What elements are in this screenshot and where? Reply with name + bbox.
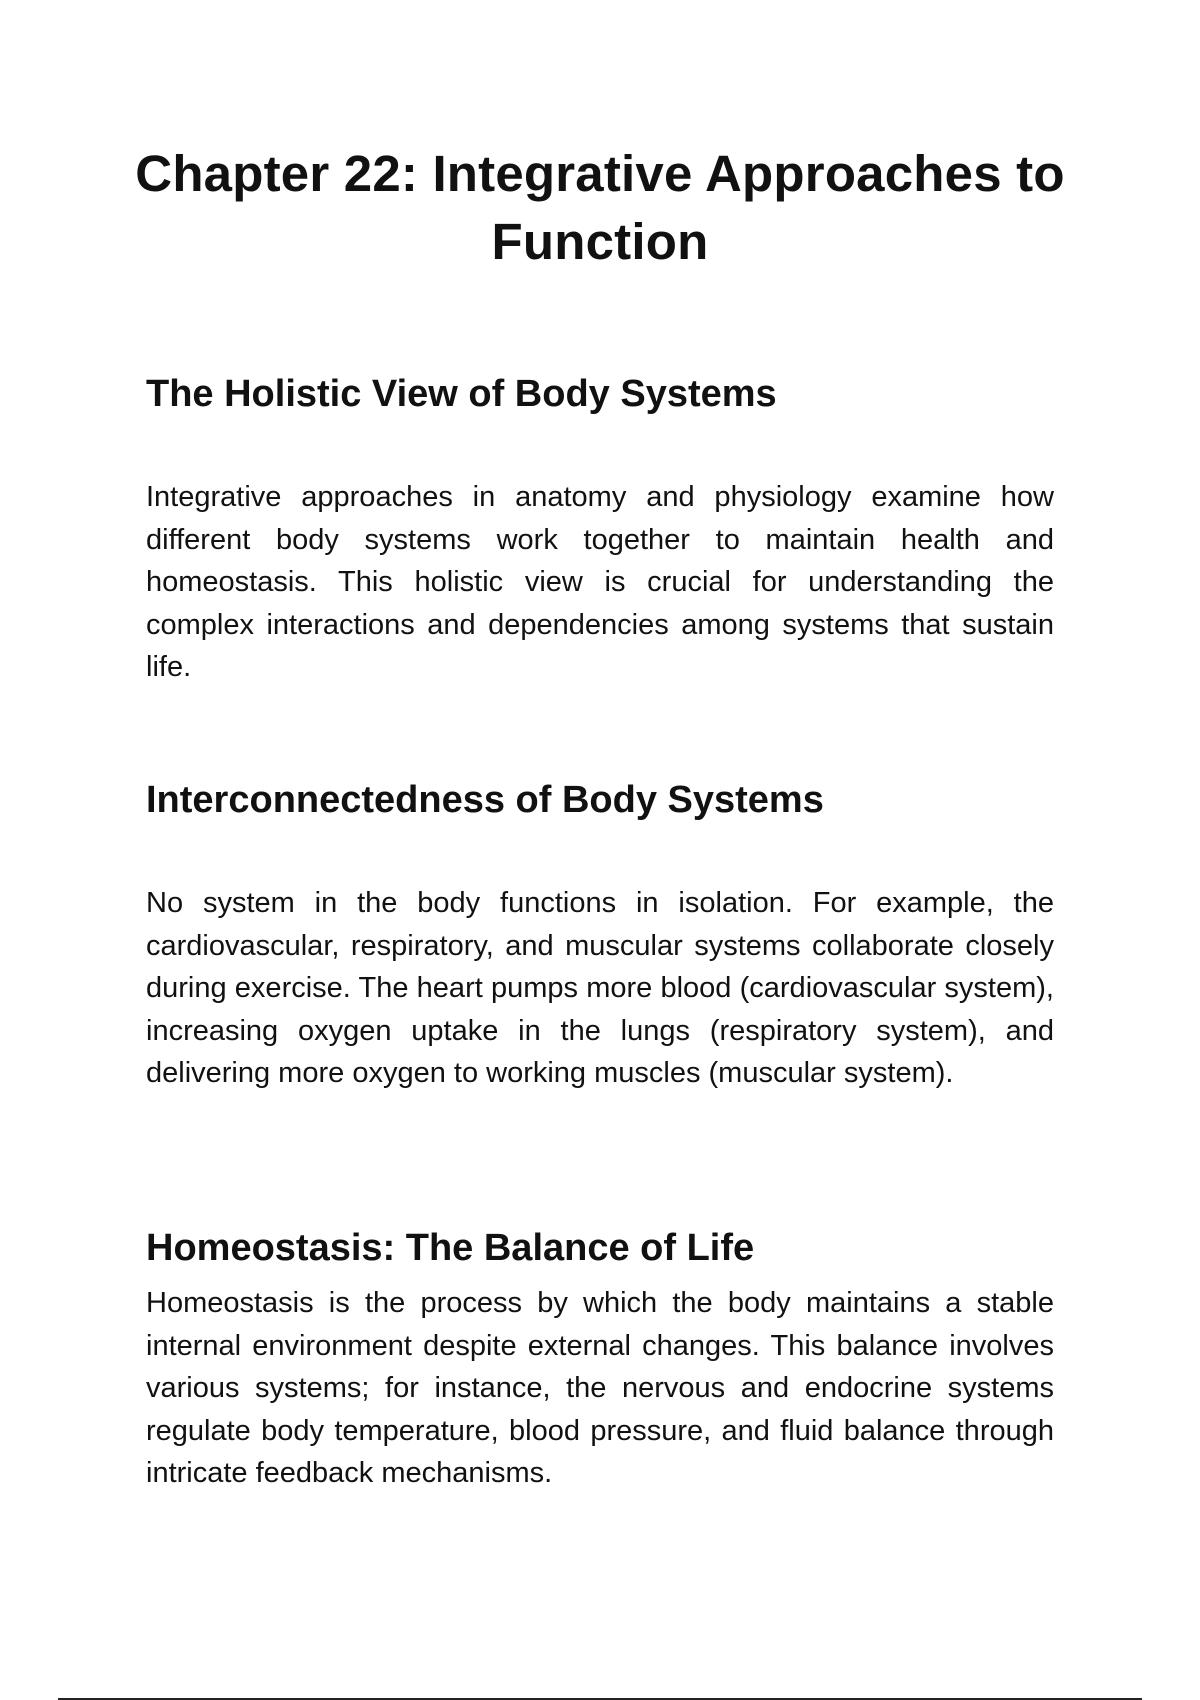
section-interconnectedness — [146, 776, 1054, 1095]
section-heading: The Holistic View of Body Systems — [146, 373, 777, 415]
section-paragraph: Homeostasis is the process by which the body maintains a stable internal environment despite external changes. This balance involves various systems; for instance, the nervous and endocrine systems regulate body temperature, blood pressure, and fluid balance through intricate feedback mechanisms. — [146, 1287, 1054, 1490]
section-holistic-view — [146, 370, 1054, 689]
section-heading: Homeostasis: The Balance of Life — [146, 1227, 755, 1269]
section-heading: Interconnectedness of Body Systems — [146, 779, 824, 821]
section-paragraph: No system in the body functions in isolation. For example, the cardiovascular, respiratory, and muscular systems collaborate closely during exercise. The heart pumps more blood (cardiovascular system), increasing oxygen uptake in the lungs (respiratory system), and delivering more oxygen to working muscles (muscular system). — [146, 887, 1054, 1090]
section-homeostasis — [146, 1224, 1054, 1495]
section-paragraph: Integrative approaches in anatomy and physiology examine how different body systems work together to maintain health and homeostasis. This holistic view is crucial for understanding the complex interactions and dependencies among systems that sustain life. — [146, 481, 1054, 684]
chapter-title: Chapter 22: Integrative Approaches to Function — [135, 145, 1065, 270]
